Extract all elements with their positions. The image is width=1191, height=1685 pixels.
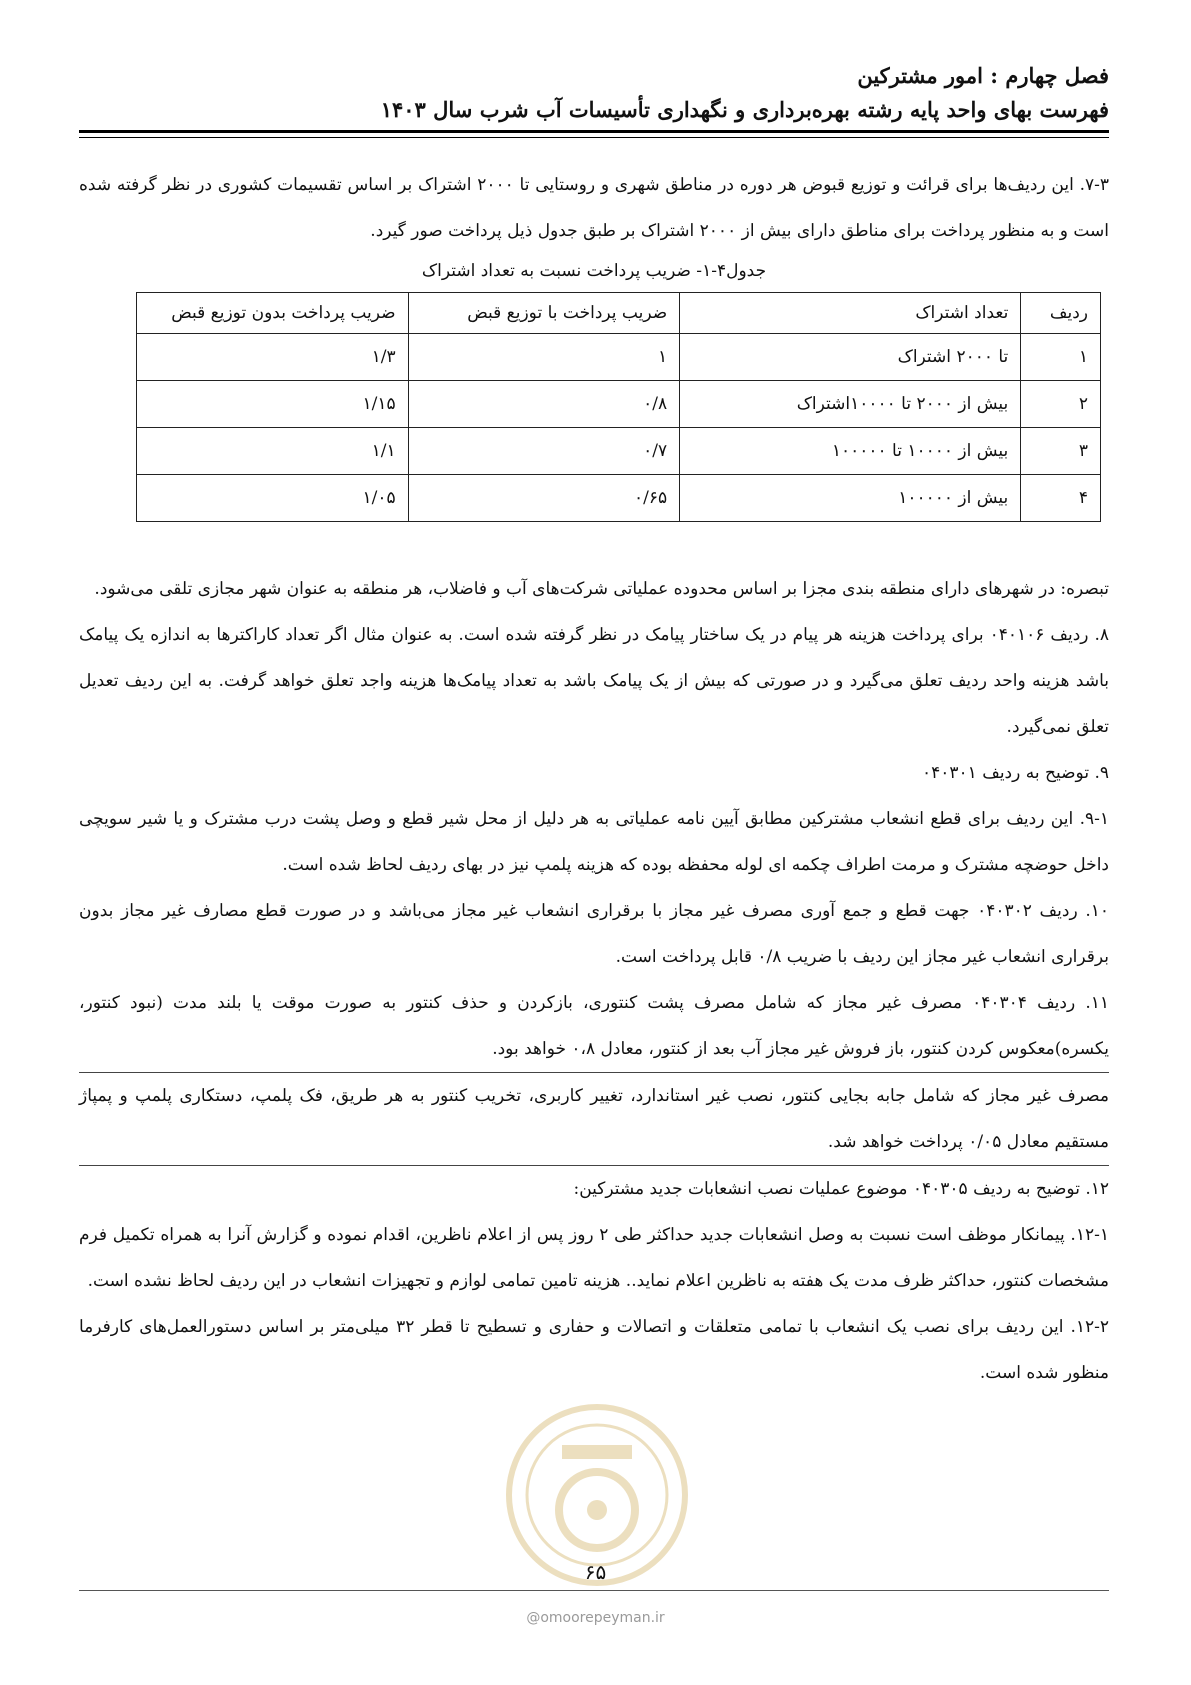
table-cell: تا ۲۰۰۰ اشتراک	[680, 334, 1021, 381]
table-cell: ۳	[1021, 428, 1101, 475]
table-cell: ۰/۶۵	[408, 475, 680, 522]
table-cell: بیش از ۱۰۰۰۰ تا ۱۰۰۰۰۰	[680, 428, 1021, 475]
table-cell: ۱	[1021, 334, 1101, 381]
footer-rule	[79, 1590, 1109, 1591]
table-row	[137, 475, 1101, 522]
header-cell-with-bill: ضریب پرداخت با توزیع قبض	[408, 293, 680, 334]
paragraph-11: ۱۱. ردیف ۰۴۰۳۰۴ مصرف غیر مجاز که شامل مصرف پشت کنتوری، بازکردن و حذف کنتور به صورت موقت یا بلند مدت (نبود کنتور، یکسره)معکوس کردن کنتور، باز فروش غیر مجاز آب بعد از کنتور، معادل ۰،۸ خواهد بود.	[79, 980, 1109, 1073]
page-number: ۶۵	[584, 1560, 607, 1584]
table-cell: ۰/۸	[408, 381, 680, 428]
paragraph-12-2: ۱۲-۲. این ردیف برای نصب یک انشعاب با تمامی متعلقات و اتصالات و حفاری و تسطیح تا قطر ۳۲ میلی‌متر بر اساس دستورالعمل‌های کارفرما منظور شده است.	[79, 1317, 1109, 1383]
payment-coefficient-table	[136, 292, 1101, 522]
paragraph-9: ۹. توضیح به ردیف ۰۴۰۳۰۱	[922, 763, 1109, 783]
watermark-url: @omoorepeyman.ir	[526, 1610, 665, 1626]
table-cell: ۱/۳	[137, 334, 409, 381]
table-row	[137, 334, 1101, 381]
table-cell: ۴	[1021, 475, 1101, 522]
paragraph-8: ۸. ردیف ۰۴۰۱۰۶ برای پرداخت هزینه هر پیام در یک ساختار پیامک در نظر گرفته شده است. به عنوان مثال اگر تعداد کاراکترها به اندازه یک پیامک باشد هزینه واحد ردیف تعلق می‌گیرد و در صورتی که بیش از یک پیامک باشد به تعداد پیامک‌ها هزینه واجد تعلق خواهد گرفت. به این ردیف تعدیل تعلق نمی‌گیرد.	[79, 625, 1110, 737]
chapter-title: فصل چهارم : امور مشترکین	[857, 63, 1109, 88]
header-cell-count: تعداد اشتراک	[680, 293, 1021, 334]
header-rule-thick	[79, 130, 1109, 133]
table-cell: ۱/۰۵	[137, 475, 409, 522]
paragraph-10: ۱۰. ردیف ۰۴۰۳۰۲ جهت قطع و جمع آوری مصرف غیر مجاز با برقراری انشعاب غیر مجاز می‌باشد و در صورت قطع مصارف غیر مجاز بدون برقراری انشعاب غیر مجاز این ردیف با ضریب ۰/۸ قابل پرداخت است.	[79, 901, 1109, 967]
paragraph-12: ۱۲. توضیح به ردیف ۰۴۰۳۰۵ موضوع عملیات نصب انشعابات جدید مشترکین:	[573, 1179, 1109, 1199]
table-row	[137, 381, 1101, 428]
page-header	[79, 60, 1109, 126]
paragraph-12-1: ۱۲-۱. پیمانکار موظف است نسبت به وصل انشعابات جدید حداکثر طی ۲ روز پس از اعلام ناظرین، اقدام نموده و گزارش آنرا به همراه تکمیل فرم مشخصات کنتور، حداکثر ظرف مدت یک هفته به ناظرین اعلام نماید.. هزینه تامین تمامی لوازم و تجهیزات انشعاب در این ردیف لحاظ نشده است.	[79, 1225, 1109, 1291]
header-cell-without-bill: ضریب پرداخت بدون توزیع قبض	[137, 293, 409, 334]
spacer	[79, 522, 1109, 566]
paragraph-7-3: ۷-۳. این ردیف‌ها برای قرائت و توزیع قبوض هر دوره در مناطق شهری و روستایی تا ۲۰۰۰ اشتراک بر اساس تقسیمات کشوری در نظر گرفته شده است و به منظور پرداخت برای مناطق دارای بیش از ۲۰۰۰ اشتراک بر طبق جدول ذیل پرداخت صور گیرد.	[79, 175, 1110, 241]
table-cell: بیش از ۱۰۰۰۰۰	[680, 475, 1021, 522]
table-cell: ۰/۷	[408, 428, 680, 475]
document-subtitle: فهرست بهای واحد پایه رشته بهره‌برداری و نگهداری تأسیسات آب شرب سال ۱۴۰۳	[380, 97, 1109, 122]
table-cell: ۱/۱۵	[137, 381, 409, 428]
table-cell: ۱	[408, 334, 680, 381]
table-row	[137, 428, 1101, 475]
table-cell: بیش از ۲۰۰۰ تا ۱۰۰۰۰اشتراک	[680, 381, 1021, 428]
note-paragraph: تبصره: در شهرهای دارای منطقه بندی مجزا بر اساس محدوده عملیاتی شرکت‌های آب و فاضلاب، هر منطقه به عنوان شهر مجازی تلقی می‌شود.	[94, 579, 1109, 599]
page-body	[79, 162, 1109, 1396]
header-cell-row: ردیف	[1021, 293, 1101, 334]
table-caption: جدول۴-۱- ضریب پرداخت نسبت به تعداد اشتراک	[421, 261, 767, 281]
paragraph-11-b: مصرف غیر مجاز که شامل جابه بجایی کنتور، نصب غیر استاندارد، تغییر کاربری، تخریب کنتور به هر طریق، فک پلمپ، دستکاری پلمپ و پمپاژ مستقیم معادل ۰/۰۵ پرداخت خواهد شد.	[79, 1073, 1109, 1166]
table-cell: ۲	[1021, 381, 1101, 428]
table-header-row	[137, 293, 1101, 334]
paragraph-9-1: ۹-۱. این ردیف برای قطع انشعاب مشترکین مطابق آیین نامه عملیاتی به هر دلیل از محل شیر قطع و وصل پشت درب مشترک و یا شیر سویچی داخل حوضچه مشترک و مرمت اطراف چکمه ای لوله محفظه بوده که هزینه پلمپ نیز در بهای ردیف لحاظ شده است.	[79, 809, 1109, 875]
table-cell: ۱/۱	[137, 428, 409, 475]
header-rule-thin	[79, 137, 1109, 138]
